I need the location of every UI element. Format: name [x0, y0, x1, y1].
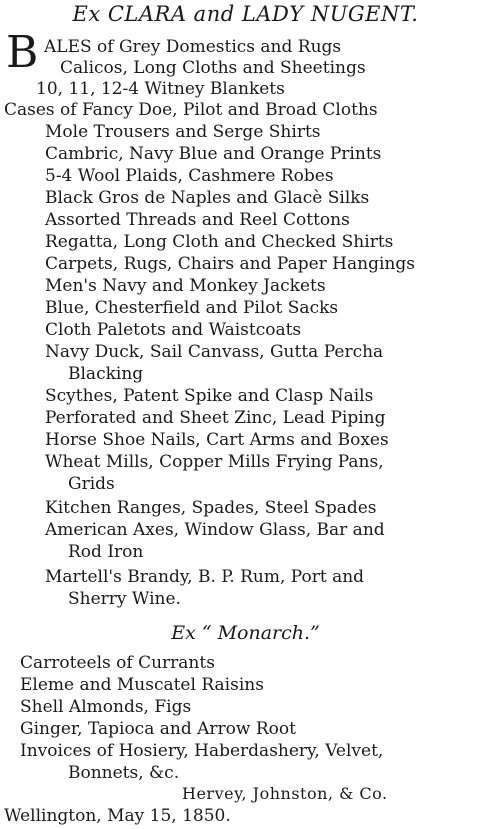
list-item: Black Gros de Naples and Glacè Silks: [45, 188, 370, 208]
list-item: 10, 11, 12-4 Witney Blankets: [36, 79, 285, 99]
list-item: Perforated and Sheet Zinc, Lead Piping: [45, 408, 386, 428]
list-item: Carpets, Rugs, Chairs and Paper Hangings: [45, 254, 415, 274]
list-item: Sherry Wine.: [68, 589, 181, 609]
list-item: Carroteels of Currants: [20, 653, 215, 673]
list-item: Eleme and Muscatel Raisins: [20, 675, 264, 695]
list-item: Cloth Paletots and Waistcoats: [45, 320, 302, 340]
drop-cap: B: [6, 27, 39, 78]
list-item: American Axes, Window Glass, Bar and: [45, 520, 385, 540]
list-item: Horse Shoe Nails, Cart Arms and Boxes: [45, 430, 389, 450]
heading: Ex CLARA and LADY NUGENT.: [72, 2, 419, 26]
list-item: 5-4 Wool Plaids, Cashmere Robes: [45, 166, 334, 186]
list-item: Martell's Brandy, B. P. Rum, Port and: [45, 567, 365, 587]
list-item: Mole Trousers and Serge Shirts: [45, 122, 321, 142]
list-item: Navy Duck, Sail Canvass, Gutta Percha: [45, 342, 384, 362]
firm-signature: Hervey, Johnston, & Co.: [182, 784, 388, 803]
list-item: Calicos, Long Cloths and Sheetings: [60, 58, 366, 78]
list-item: Blacking: [68, 364, 144, 384]
list-item: Cambric, Navy Blue and Orange Prints: [45, 144, 382, 164]
subheading: Ex “ Monarch.”: [171, 622, 320, 644]
list-item: Kitchen Ranges, Spades, Steel Spades: [45, 498, 377, 518]
list-item: Ginger, Tapioca and Arrow Root: [20, 719, 296, 739]
list-item: ALES of Grey Domestics and Rugs: [44, 37, 342, 57]
list-item: Men's Navy and Monkey Jackets: [45, 276, 326, 296]
list-item: Scythes, Patent Spike and Clasp Nails: [45, 386, 374, 406]
list-item: Blue, Chesterfield and Pilot Sacks: [45, 298, 339, 318]
list-item: Shell Almonds, Figs: [20, 697, 192, 717]
list-item: Grids: [68, 474, 115, 494]
list-item: Cases of Fancy Doe, Pilot and Broad Cloths: [4, 100, 378, 120]
list-item: Rod Iron: [68, 542, 144, 562]
list-item: Bonnets, &c.: [68, 763, 180, 783]
list-item: Wheat Mills, Copper Mills Frying Pans,: [45, 452, 384, 472]
list-item: Regatta, Long Cloth and Checked Shirts: [45, 232, 394, 252]
list-item: Assorted Threads and Reel Cottons: [45, 210, 350, 230]
list-item: Invoices of Hosiery, Haberdashery, Velvet,: [20, 741, 384, 761]
dateline: Wellington, May 15, 1850.: [4, 806, 231, 826]
